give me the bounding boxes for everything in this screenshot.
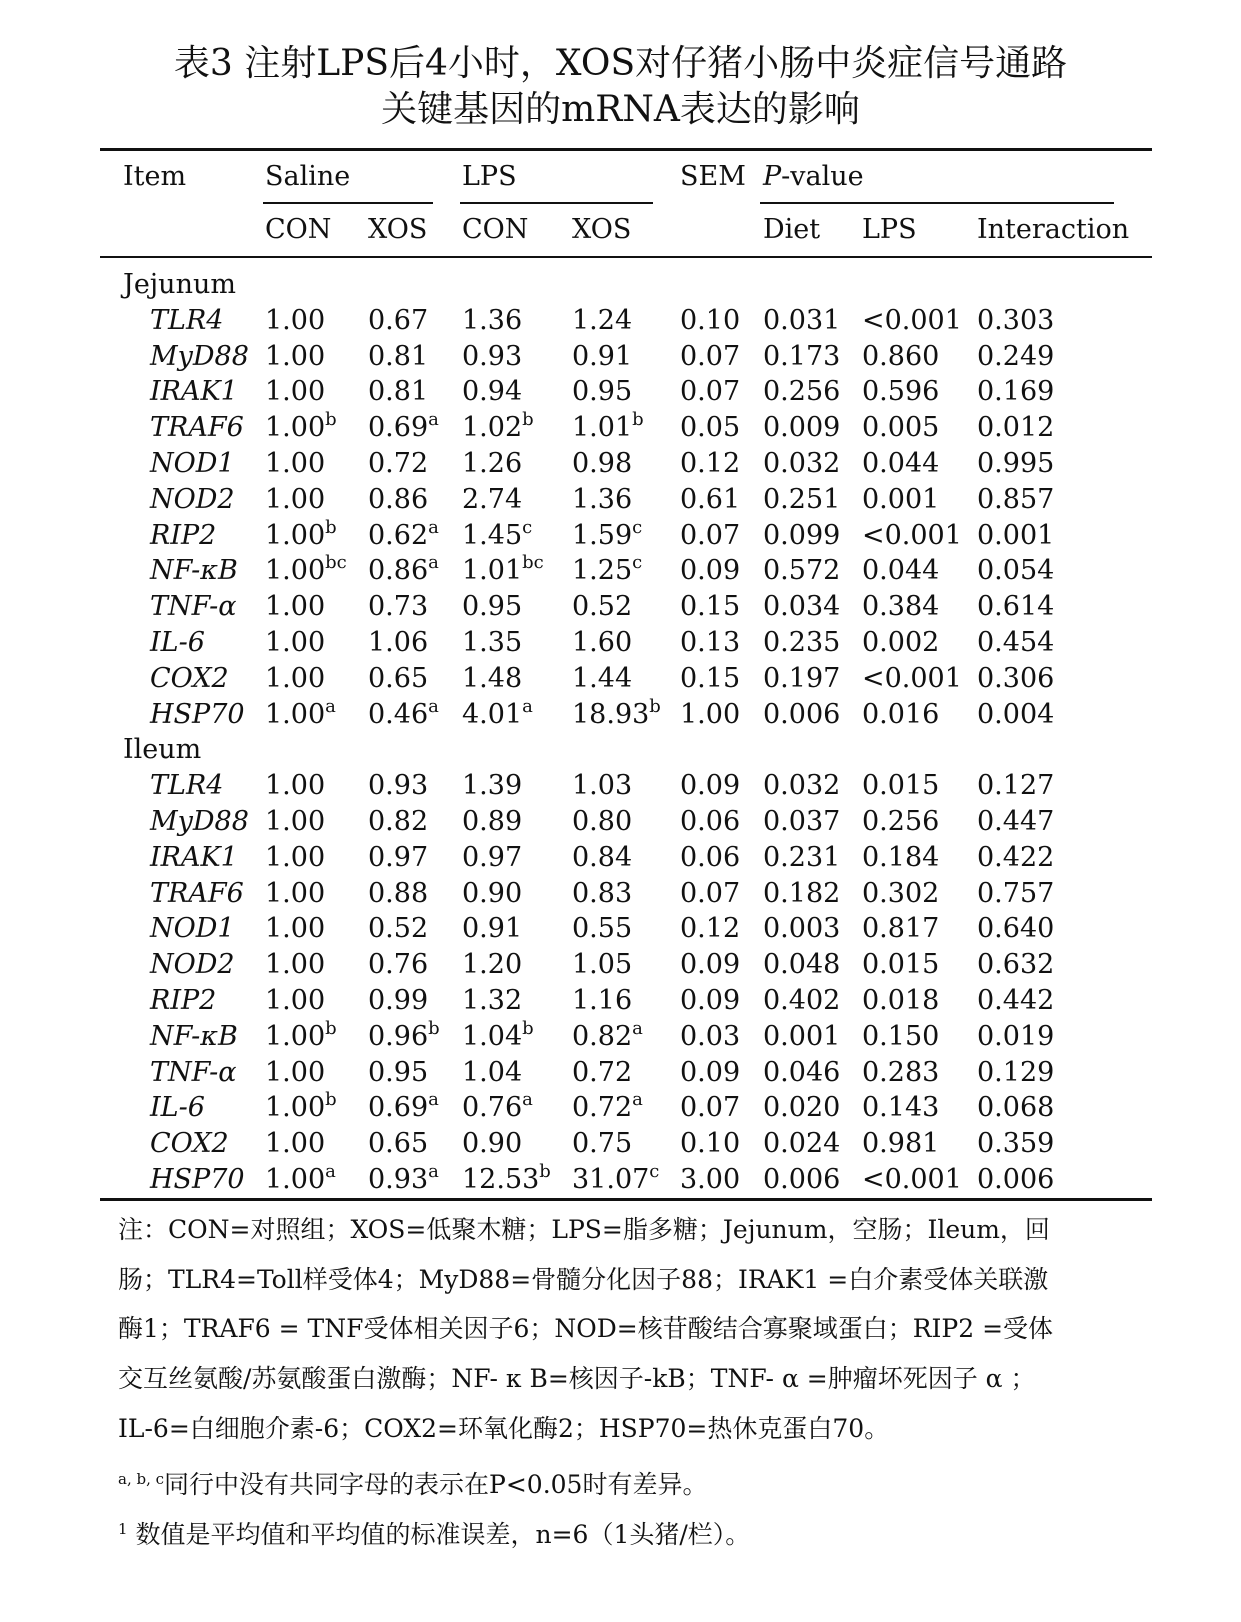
cell-saline-xos: 0.93$^a$ bbox=[368, 1161, 439, 1195]
cell-lps-con: 1.35 bbox=[462, 627, 523, 658]
cell-saline-xos: 0.95 bbox=[368, 1056, 429, 1088]
cell-p-diet: 0.402 bbox=[763, 985, 841, 1016]
cell-p-interaction: 0.447 bbox=[977, 806, 1055, 837]
cell-saline-xos: 0.62$^a$ bbox=[368, 516, 439, 551]
significance-letter: a bbox=[325, 1161, 336, 1182]
gene-name: TLR4 bbox=[150, 304, 224, 336]
cell-lps-xos: 0.80 bbox=[572, 806, 633, 837]
cell-p-diet: 0.032 bbox=[763, 770, 841, 802]
header-saline: Saline bbox=[265, 161, 351, 192]
cell-lps-xos: 0.98 bbox=[572, 448, 633, 479]
note-line-2: 肠；TLR4=Toll样受体4；MyD88=骨髓分化因子88；IRAK1 =白介素受体关联激 bbox=[118, 1265, 1049, 1294]
cell-saline-xos: 0.99 bbox=[368, 985, 429, 1016]
cell-sem: 0.10 bbox=[680, 304, 741, 336]
cell-p-interaction: 0.004 bbox=[977, 698, 1055, 730]
cell-saline-xos: 0.52 bbox=[368, 913, 429, 945]
cell-sem: 0.09 bbox=[680, 1056, 741, 1088]
significance-letter: a bbox=[428, 409, 439, 431]
cell-saline-xos: 0.81 bbox=[368, 340, 429, 372]
cell-saline-con: 1.00 bbox=[265, 304, 326, 336]
significance-letter: a bbox=[428, 1089, 439, 1111]
cell-p-lps: <0.001 bbox=[862, 304, 962, 336]
significance-letter: a bbox=[428, 695, 439, 717]
cell-saline-con: 1.00 bbox=[265, 1056, 326, 1088]
cell-saline-con: 1.00 bbox=[265, 483, 326, 515]
significance-letter: b bbox=[649, 695, 661, 717]
cell-sem: 0.09 bbox=[680, 949, 741, 981]
cell-saline-con: 1.00 bbox=[265, 806, 326, 837]
gene-name: TLR4 bbox=[150, 770, 224, 802]
cell-saline-con: 1.00 bbox=[265, 841, 326, 873]
cell-p-lps: 0.596 bbox=[862, 376, 940, 408]
cell-lps-con: 0.91 bbox=[462, 913, 523, 945]
cell-p-interaction: 0.019 bbox=[977, 1020, 1055, 1052]
cell-saline-xos: 0.67 bbox=[368, 304, 429, 336]
significance-letter: a bbox=[428, 516, 439, 538]
cell-saline-xos: 0.93 bbox=[368, 770, 429, 802]
cell-lps-con: 1.01$^{bc}$ bbox=[462, 552, 544, 587]
cell-saline-con: 1.00$^a$ bbox=[265, 1161, 336, 1195]
cell-lps-con: 0.90 bbox=[462, 1128, 523, 1160]
cell-p-interaction: 0.454 bbox=[977, 627, 1055, 658]
gene-name: HSP70 bbox=[150, 1164, 245, 1195]
gene-name: MyD88 bbox=[150, 340, 249, 372]
cell-p-interaction: 0.303 bbox=[977, 304, 1055, 336]
gene-name: NOD2 bbox=[150, 949, 235, 981]
gene-name: RIP2 bbox=[150, 985, 217, 1016]
cell-p-lps: 0.002 bbox=[862, 627, 940, 658]
cell-saline-con: 1.00$^b$ bbox=[265, 1089, 337, 1124]
cell-lps-xos: 0.75 bbox=[572, 1128, 633, 1160]
cell-p-diet: 0.251 bbox=[763, 483, 841, 515]
cell-p-interaction: 0.422 bbox=[977, 841, 1055, 873]
cell-saline-con: 1.00 bbox=[265, 770, 326, 802]
cell-p-interaction: 0.249 bbox=[977, 340, 1055, 372]
cell-lps-xos: 1.59$^c$ bbox=[572, 516, 643, 551]
subheader-saline-con: CON bbox=[265, 214, 332, 245]
cell-p-interaction: 0.127 bbox=[977, 770, 1055, 802]
cell-sem: 0.06 bbox=[680, 841, 741, 873]
cell-saline-xos: 0.86$^a$ bbox=[368, 552, 439, 587]
cell-p-interaction: 0.054 bbox=[977, 555, 1055, 587]
subheader-lps: LPS bbox=[862, 214, 917, 245]
cell-sem: 0.07 bbox=[680, 877, 741, 909]
cell-lps-con: 1.45$^c$ bbox=[462, 516, 533, 551]
cell-sem: 0.15 bbox=[680, 591, 741, 623]
cell-p-interaction: 0.068 bbox=[977, 1092, 1055, 1124]
significance-letter: a bbox=[428, 552, 439, 574]
cell-saline-xos: 0.76 bbox=[368, 949, 429, 981]
cell-p-lps: <0.001 bbox=[862, 662, 962, 694]
gene-name: NOD1 bbox=[150, 913, 235, 945]
lps-group-rule bbox=[460, 202, 653, 204]
cell-p-interaction: 0.129 bbox=[977, 1056, 1055, 1088]
cell-p-diet: 0.034 bbox=[763, 591, 841, 623]
header-lps: LPS bbox=[462, 161, 517, 192]
subheader-lps-xos: XOS bbox=[572, 214, 632, 245]
cell-lps-con: 1.32 bbox=[462, 985, 523, 1016]
cell-p-lps: 0.044 bbox=[862, 555, 940, 587]
cell-p-interaction: 0.359 bbox=[977, 1128, 1055, 1160]
cell-saline-con: 1.00$^a$ bbox=[265, 695, 336, 730]
cell-lps-xos: 1.60 bbox=[572, 627, 633, 658]
significance-letter: a bbox=[632, 1089, 643, 1111]
cell-p-diet: 0.003 bbox=[763, 913, 841, 945]
cell-lps-con: 0.95 bbox=[462, 591, 523, 623]
subheader-interaction: Interaction bbox=[977, 214, 1130, 245]
bottom-rule bbox=[100, 1198, 1152, 1201]
gene-name: NF-κB bbox=[150, 555, 238, 587]
cell-p-diet: 0.256 bbox=[763, 376, 841, 408]
significance-letter: c bbox=[632, 552, 643, 574]
cell-saline-xos: 0.69$^a$ bbox=[368, 1089, 439, 1124]
cell-saline-xos: 0.73 bbox=[368, 591, 429, 623]
gene-name: IL-6 bbox=[150, 1092, 205, 1124]
cell-p-diet: 0.037 bbox=[763, 806, 841, 837]
cell-p-lps: 0.184 bbox=[862, 841, 940, 873]
cell-saline-con: 1.00 bbox=[265, 913, 326, 945]
cell-p-lps: 0.256 bbox=[862, 806, 940, 837]
cell-saline-con: 1.00 bbox=[265, 627, 326, 658]
cell-sem: 0.61 bbox=[680, 483, 741, 515]
cell-lps-con: 0.93 bbox=[462, 340, 523, 372]
gene-name: RIP2 bbox=[150, 519, 217, 551]
cell-p-diet: 0.182 bbox=[763, 877, 841, 909]
cell-saline-con: 1.00 bbox=[265, 376, 326, 408]
significance-letter: b bbox=[632, 409, 644, 431]
cell-lps-xos: 0.83 bbox=[572, 877, 633, 909]
cell-saline-xos: 0.88 bbox=[368, 877, 429, 909]
cell-lps-xos: 0.82$^a$ bbox=[572, 1017, 643, 1052]
gene-name: MyD88 bbox=[150, 806, 249, 837]
cell-p-lps: 0.015 bbox=[862, 949, 940, 981]
cell-sem: 0.13 bbox=[680, 627, 741, 658]
significance-letter: a bbox=[522, 695, 533, 717]
gene-name: TRAF6 bbox=[150, 412, 244, 444]
cell-p-lps: 0.044 bbox=[862, 448, 940, 479]
cell-lps-xos: 0.72 bbox=[572, 1056, 633, 1088]
cell-sem: 3.00 bbox=[680, 1164, 741, 1195]
significance-letter: a bbox=[428, 1161, 439, 1182]
cell-p-lps: 0.981 bbox=[862, 1128, 940, 1160]
cell-sem: 0.09 bbox=[680, 985, 741, 1016]
cell-p-diet: 0.572 bbox=[763, 555, 841, 587]
gene-name: NF-κB bbox=[150, 1020, 238, 1052]
subheader-saline-xos: XOS bbox=[368, 214, 428, 245]
cell-lps-xos: 1.24 bbox=[572, 304, 633, 336]
cell-lps-con: 2.74 bbox=[462, 483, 523, 515]
cell-lps-con: 1.04$^b$ bbox=[462, 1017, 534, 1052]
significance-letter: bc bbox=[325, 552, 347, 574]
significance-letter: a bbox=[522, 1089, 533, 1111]
cell-p-diet: 0.048 bbox=[763, 949, 841, 981]
cell-p-interaction: 0.006 bbox=[977, 1164, 1055, 1195]
note-line-1: 注：CON=对照组；XOS=低聚木糖；LPS=脂多糖；Jejunum，空肠；Ileum，回 bbox=[118, 1215, 1050, 1244]
cell-lps-xos: 0.72$^a$ bbox=[572, 1089, 643, 1124]
cell-sem: 0.07 bbox=[680, 376, 741, 408]
cell-lps-xos: 18.93$^b$ bbox=[572, 695, 661, 730]
gene-name: IL-6 bbox=[150, 627, 205, 658]
gene-name: TRAF6 bbox=[150, 877, 244, 909]
significance-letter: c bbox=[649, 1161, 660, 1182]
cell-lps-con: 1.36 bbox=[462, 304, 523, 336]
cell-p-interaction: 0.757 bbox=[977, 877, 1055, 909]
cell-saline-xos: 0.96$^b$ bbox=[368, 1017, 440, 1052]
cell-lps-xos: 1.16 bbox=[572, 985, 633, 1016]
cell-lps-con: 0.89 bbox=[462, 806, 523, 837]
significance-letter: b bbox=[325, 1017, 337, 1039]
significance-letter: b bbox=[325, 409, 337, 431]
cell-lps-xos: 31.07$^c$ bbox=[572, 1161, 660, 1195]
cell-saline-con: 1.00$^b$ bbox=[265, 516, 337, 551]
cell-lps-xos: 1.25$^c$ bbox=[572, 552, 643, 587]
cell-sem: 0.10 bbox=[680, 1128, 741, 1160]
cell-p-interaction: 0.306 bbox=[977, 662, 1055, 694]
cell-sem: 0.09 bbox=[680, 555, 741, 587]
cell-lps-xos: 1.03 bbox=[572, 770, 633, 802]
cell-lps-xos: 1.44 bbox=[572, 662, 633, 694]
cell-p-interaction: 0.001 bbox=[977, 519, 1055, 551]
gene-name: IRAK1 bbox=[150, 376, 238, 408]
note-line-3: 酶1；TRAF6 = TNF受体相关因子6；NOD=核苷酸结合寡聚域蛋白；RIP2 =受体 bbox=[118, 1314, 1054, 1343]
cell-lps-con: 1.04 bbox=[462, 1056, 523, 1088]
top-rule bbox=[100, 148, 1152, 151]
cell-p-diet: 0.031 bbox=[763, 304, 841, 336]
cell-sem: 0.06 bbox=[680, 806, 741, 837]
significance-letter: b bbox=[522, 1017, 534, 1039]
cell-p-lps: 0.817 bbox=[862, 913, 940, 945]
cell-p-diet: 0.001 bbox=[763, 1020, 841, 1052]
cell-saline-con: 1.00 bbox=[265, 985, 326, 1016]
header-sem: SEM bbox=[680, 161, 746, 192]
cell-p-diet: 0.173 bbox=[763, 340, 841, 372]
subheader-diet: Diet bbox=[763, 214, 821, 245]
cell-lps-con: 1.48 bbox=[462, 662, 523, 694]
table-title-line-2: 关键基因的mRNA表达的影响 bbox=[381, 89, 860, 130]
gene-name: IRAK1 bbox=[150, 841, 238, 873]
cell-lps-con: 1.26 bbox=[462, 448, 523, 479]
cell-lps-xos: 1.05 bbox=[572, 949, 633, 981]
cell-lps-xos: 1.01$^b$ bbox=[572, 409, 644, 444]
gene-name: TNF-α bbox=[150, 1056, 237, 1088]
cell-sem: 0.09 bbox=[680, 770, 741, 802]
cell-p-diet: 0.032 bbox=[763, 448, 841, 479]
cell-p-lps: 0.016 bbox=[862, 698, 940, 730]
cell-p-interaction: 0.632 bbox=[977, 949, 1055, 981]
cell-saline-con: 1.00 bbox=[265, 949, 326, 981]
cell-lps-con: 0.97 bbox=[462, 841, 523, 873]
cell-saline-con: 1.00 bbox=[265, 877, 326, 909]
cell-lps-con: 1.02$^b$ bbox=[462, 409, 534, 444]
cell-p-lps: <0.001 bbox=[862, 519, 962, 551]
gene-name: NOD2 bbox=[150, 483, 235, 515]
cell-sem: 0.12 bbox=[680, 913, 741, 945]
cell-p-diet: 0.024 bbox=[763, 1128, 841, 1160]
cell-sem: 0.07 bbox=[680, 1092, 741, 1124]
cell-lps-con: 12.53$^b$ bbox=[462, 1161, 551, 1195]
cell-saline-xos: 0.72 bbox=[368, 448, 429, 479]
cell-saline-xos: 0.86 bbox=[368, 483, 429, 515]
cell-saline-con: 1.00 bbox=[265, 591, 326, 623]
gene-name: HSP70 bbox=[150, 698, 245, 730]
note-line-5: IL-6=白细胞介素-6；COX2=环氧化酶2；HSP70=热休克蛋白70。 bbox=[118, 1414, 890, 1443]
cell-lps-con: 1.20 bbox=[462, 949, 523, 981]
cell-p-interaction: 0.169 bbox=[977, 376, 1055, 408]
note-line-4: 交互丝氨酸/苏氨酸蛋白激酶；NF- κ B=核因子-kB；TNF- α =肿瘤坏死因子 α ； bbox=[118, 1364, 1036, 1393]
section-label: Jejunum bbox=[123, 269, 236, 300]
cell-p-diet: 0.231 bbox=[763, 841, 841, 873]
cell-saline-con: 1.00$^{bc}$ bbox=[265, 552, 347, 587]
cell-saline-con: 1.00$^b$ bbox=[265, 409, 337, 444]
cell-p-diet: 0.046 bbox=[763, 1056, 841, 1088]
cell-saline-con: 1.00$^b$ bbox=[265, 1017, 337, 1052]
gene-name: COX2 bbox=[150, 1128, 229, 1160]
cell-sem: 0.12 bbox=[680, 448, 741, 479]
significance-letter: bc bbox=[522, 552, 544, 574]
cell-p-lps: 0.302 bbox=[862, 877, 940, 909]
cell-p-lps: <0.001 bbox=[862, 1164, 962, 1195]
cell-lps-xos: 0.95 bbox=[572, 376, 633, 408]
cell-saline-xos: 0.69$^a$ bbox=[368, 409, 439, 444]
cell-p-lps: 0.283 bbox=[862, 1056, 940, 1088]
significance-letter: b bbox=[325, 1089, 337, 1111]
cell-p-diet: 0.009 bbox=[763, 412, 841, 444]
header-pvalue: P-value bbox=[763, 161, 864, 192]
cell-lps-xos: 1.36 bbox=[572, 483, 633, 515]
cell-p-lps: 0.143 bbox=[862, 1092, 940, 1124]
gene-name: COX2 bbox=[150, 662, 229, 694]
significance-letter: c bbox=[632, 516, 643, 538]
cell-saline-xos: 1.06 bbox=[368, 627, 429, 658]
cell-lps-xos: 0.84 bbox=[572, 841, 633, 873]
subheader-lps-con: CON bbox=[462, 214, 529, 245]
significance-letter: b bbox=[325, 516, 337, 538]
cell-sem: 1.00 bbox=[680, 698, 741, 730]
cell-p-diet: 0.099 bbox=[763, 519, 841, 551]
cell-sem: 0.07 bbox=[680, 340, 741, 372]
cell-p-lps: 0.005 bbox=[862, 412, 940, 444]
cell-p-interaction: 0.640 bbox=[977, 913, 1055, 945]
cell-lps-con: 1.39 bbox=[462, 770, 523, 802]
header-item: Item bbox=[123, 161, 187, 192]
cell-p-lps: 0.015 bbox=[862, 770, 940, 802]
cell-saline-xos: 0.46$^a$ bbox=[368, 695, 439, 730]
cell-p-lps: 0.384 bbox=[862, 591, 940, 623]
significance-letter: a bbox=[632, 1017, 643, 1039]
significance-letter: b bbox=[539, 1161, 551, 1182]
cell-lps-con: 0.90 bbox=[462, 877, 523, 909]
note-footnote: $^1$ 数值是平均值和平均值的标准误差，n=6（1头猪/栏）。 bbox=[118, 1520, 751, 1549]
significance-letter: b bbox=[522, 409, 534, 431]
significance-letter: a bbox=[325, 695, 336, 717]
pvalue-group-rule bbox=[760, 202, 1114, 204]
cell-saline-con: 1.00 bbox=[265, 340, 326, 372]
cell-saline-con: 1.00 bbox=[265, 1128, 326, 1160]
cell-p-lps: 0.018 bbox=[862, 985, 940, 1016]
table-title-line-1: 表3 注射LPS后4小时，XOS对仔猪小肠中炎症信号通路 bbox=[173, 43, 1068, 84]
gene-name: TNF-α bbox=[150, 591, 237, 623]
cell-p-lps: 0.860 bbox=[862, 340, 940, 372]
cell-lps-con: 4.01$^a$ bbox=[462, 695, 533, 730]
cell-saline-xos: 0.65 bbox=[368, 662, 429, 694]
cell-p-diet: 0.006 bbox=[763, 698, 841, 730]
cell-lps-xos: 0.91 bbox=[572, 340, 633, 372]
cell-saline-xos: 0.82 bbox=[368, 806, 429, 837]
cell-p-interaction: 0.012 bbox=[977, 412, 1055, 444]
cell-p-interaction: 0.857 bbox=[977, 483, 1055, 515]
cell-p-lps: 0.150 bbox=[862, 1020, 940, 1052]
cell-saline-con: 1.00 bbox=[265, 448, 326, 479]
cell-lps-xos: 0.52 bbox=[572, 591, 633, 623]
cell-lps-con: 0.76$^a$ bbox=[462, 1089, 533, 1124]
cell-saline-xos: 0.65 bbox=[368, 1128, 429, 1160]
section-label: Ileum bbox=[123, 734, 202, 766]
cell-sem: 0.07 bbox=[680, 519, 741, 551]
cell-p-interaction: 0.995 bbox=[977, 448, 1055, 479]
cell-lps-xos: 0.55 bbox=[572, 913, 633, 945]
cell-lps-con: 0.94 bbox=[462, 376, 523, 408]
cell-p-interaction: 0.614 bbox=[977, 591, 1055, 623]
significance-letter: c bbox=[522, 516, 533, 538]
cell-p-diet: 0.006 bbox=[763, 1164, 841, 1195]
cell-p-lps: 0.001 bbox=[862, 483, 940, 515]
cell-saline-con: 1.00 bbox=[265, 662, 326, 694]
cell-p-diet: 0.020 bbox=[763, 1092, 841, 1124]
saline-group-rule bbox=[263, 202, 433, 204]
cell-sem: 0.15 bbox=[680, 662, 741, 694]
cell-sem: 0.03 bbox=[680, 1020, 741, 1052]
cell-p-diet: 0.235 bbox=[763, 627, 841, 658]
significance-letter: b bbox=[428, 1017, 440, 1039]
cell-saline-xos: 0.97 bbox=[368, 841, 429, 873]
cell-p-interaction: 0.442 bbox=[977, 985, 1055, 1016]
cell-saline-xos: 0.81 bbox=[368, 376, 429, 408]
header-bottom-rule bbox=[100, 256, 1152, 258]
note-significance: $^{a, b, c}$同行中没有共同字母的表示在P<0.05时有差异。 bbox=[118, 1470, 708, 1499]
cell-sem: 0.05 bbox=[680, 412, 741, 444]
gene-name: NOD1 bbox=[150, 448, 235, 479]
cell-p-diet: 0.197 bbox=[763, 662, 841, 694]
